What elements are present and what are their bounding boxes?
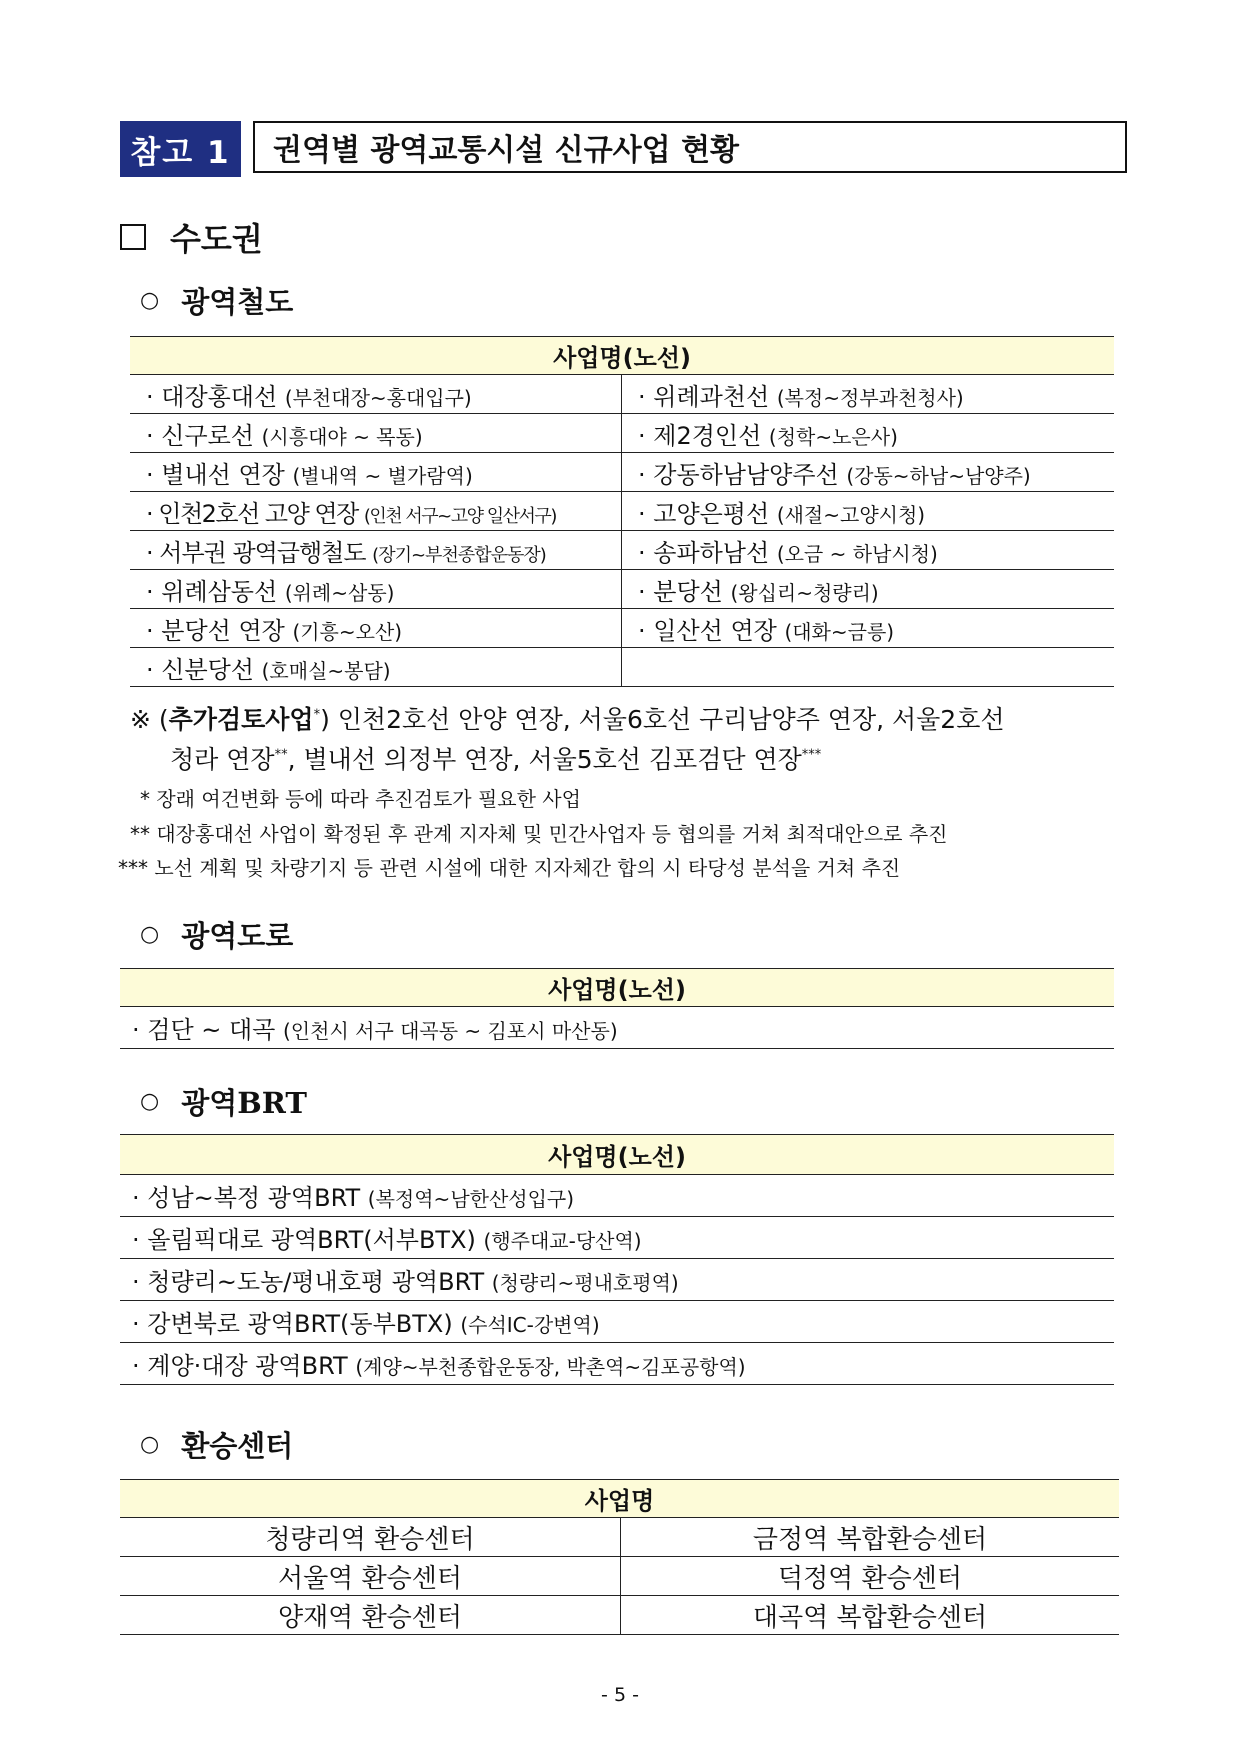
additional-review-note-line1: ※ (추가검토사업*) 인천2호선 안양 연장, 서울6호선 구리남양주 연장, 서울2호선 bbox=[130, 705, 1005, 734]
table-row bbox=[130, 531, 1114, 570]
brt-subtitle bbox=[140, 1081, 307, 1122]
transfer-subtitle-text: 환승센터 bbox=[181, 1429, 294, 1463]
rail-cell: · 위례삼동선 (위례~삼동) bbox=[130, 570, 622, 609]
section-title bbox=[120, 214, 263, 260]
rail-cell: · 일산선 연장 (대화~금릉) bbox=[622, 609, 1115, 648]
rail-cell: · 분당선 연장 (기흥~오산) bbox=[130, 609, 622, 648]
rail-subtitle bbox=[140, 280, 293, 321]
table-row bbox=[120, 1301, 1114, 1343]
reference-badge: 참고 1 bbox=[120, 121, 241, 177]
rail-cell: · 별내선 연장 (별내역 ~ 별가람역) bbox=[130, 453, 622, 492]
transfer-cell: 양재역 환승센터 bbox=[120, 1596, 621, 1635]
table-row bbox=[130, 453, 1114, 492]
table-row bbox=[130, 570, 1114, 609]
table-row bbox=[120, 1518, 1119, 1557]
table-row bbox=[120, 1596, 1119, 1635]
transfer-cell: 서울역 환승센터 bbox=[120, 1557, 621, 1596]
table-row bbox=[120, 1259, 1114, 1301]
rail-table bbox=[130, 336, 1114, 687]
road-col-header: 사업명(노선) bbox=[120, 969, 1114, 1007]
document-title bbox=[253, 121, 1127, 173]
rail-cell: · 위례과천선 (복정~정부과천청사) bbox=[622, 375, 1115, 414]
rail-cell: · 제2경인선 (청학~노은사) bbox=[622, 414, 1115, 453]
circle-bullet-icon: ○ bbox=[140, 922, 160, 947]
transfer-table bbox=[120, 1479, 1119, 1635]
circle-bullet-icon: ○ bbox=[140, 288, 160, 313]
rail-cell: · 고양은평선 (새절~고양시청) bbox=[622, 492, 1115, 531]
circle-bullet-icon: ○ bbox=[140, 1432, 160, 1457]
road-subtitle bbox=[140, 914, 293, 955]
brt-cell: · 올림픽대로 광역BRT(서부BTX) (행주대교-당산역) bbox=[120, 1217, 1114, 1259]
circle-bullet-icon: ○ bbox=[140, 1089, 160, 1114]
road-table bbox=[120, 968, 1114, 1049]
rail-cell: · 대장홍대선 (부천대장~홍대입구) bbox=[130, 375, 622, 414]
rail-cell bbox=[622, 648, 1115, 687]
square-bullet-icon bbox=[120, 224, 146, 250]
footnote-3: *** 노선 계획 및 차량기지 등 관련 시설에 대한 지자체간 합의 시 타당성 분석을 거쳐 추진 bbox=[118, 856, 901, 880]
brt-subtitle-text: 광역BRT bbox=[181, 1086, 307, 1120]
rail-subtitle-text: 광역철도 bbox=[181, 285, 294, 319]
table-row bbox=[130, 648, 1114, 687]
table-row bbox=[120, 1557, 1119, 1596]
additional-review-note-line2: 청라 연장**, 별내선 의정부 연장, 서울5호선 김포검단 연장*** bbox=[170, 745, 822, 774]
rail-cell: · 분당선 (왕십리~청량리) bbox=[622, 570, 1115, 609]
table-row bbox=[120, 1175, 1114, 1217]
rail-cell: · 서부권 광역급행철도 (장기~부천종합운동장) bbox=[130, 531, 622, 570]
road-cell: · 검단 ~ 대곡 (인천시 서구 대곡동 ~ 김포시 마산동) bbox=[120, 1007, 1114, 1049]
table-row bbox=[130, 375, 1114, 414]
table-row bbox=[130, 492, 1114, 531]
brt-cell: · 강변북로 광역BRT(동부BTX) (수석IC-강변역) bbox=[120, 1301, 1114, 1343]
rail-cell: · 송파하남선 (오금 ~ 하남시청) bbox=[622, 531, 1115, 570]
transfer-subtitle bbox=[140, 1424, 293, 1465]
brt-cell: · 계양·대장 광역BRT (계양~부천종합운동장, 박촌역~김포공항역) bbox=[120, 1343, 1114, 1385]
transfer-cell: 금정역 복합환승센터 bbox=[621, 1518, 1120, 1557]
transfer-cell: 덕정역 환승센터 bbox=[621, 1557, 1120, 1596]
document-title-text: 권역별 광역교통시설 신규사업 현황 bbox=[273, 133, 740, 168]
transfer-cell: 청량리역 환승센터 bbox=[120, 1518, 621, 1557]
brt-cell: · 성남~복정 광역BRT (복정역~남한산성입구) bbox=[120, 1175, 1114, 1217]
footnote-1: * 장래 여건변화 등에 따라 추진검토가 필요한 사업 bbox=[140, 787, 581, 811]
rail-cell: · 신분당선 (호매실~봉담) bbox=[130, 648, 622, 687]
rail-cell: · 강동하남남양주선 (강동~하남~남양주) bbox=[622, 453, 1115, 492]
table-row bbox=[120, 1007, 1114, 1049]
transfer-cell: 대곡역 복합환승센터 bbox=[621, 1596, 1120, 1635]
road-subtitle-text: 광역도로 bbox=[181, 919, 294, 953]
brt-col-header: 사업명(노선) bbox=[120, 1135, 1114, 1175]
footnote-2: ** 대장홍대선 사업이 확정된 후 관계 지자체 및 민간사업자 등 협의를 거쳐 최적대안으로 추진 bbox=[130, 822, 948, 846]
table-row bbox=[120, 1217, 1114, 1259]
table-row bbox=[120, 1343, 1114, 1385]
page-number: - 5 - bbox=[601, 1684, 639, 1706]
transfer-col-header: 사업명 bbox=[120, 1480, 1119, 1518]
brt-table bbox=[120, 1134, 1114, 1385]
brt-cell: · 청량리~도농/평내호평 광역BRT (청량리~평내호평역) bbox=[120, 1259, 1114, 1301]
rail-cell: · 인천2호선 고양 연장 (인천 서구~고양 일산서구) bbox=[130, 492, 622, 531]
section-title-text: 수도권 bbox=[170, 220, 263, 258]
rail-col-header: 사업명(노선) bbox=[130, 337, 1114, 375]
table-row bbox=[130, 414, 1114, 453]
rail-cell: · 신구로선 (시흥대야 ~ 목동) bbox=[130, 414, 622, 453]
table-row bbox=[130, 609, 1114, 648]
